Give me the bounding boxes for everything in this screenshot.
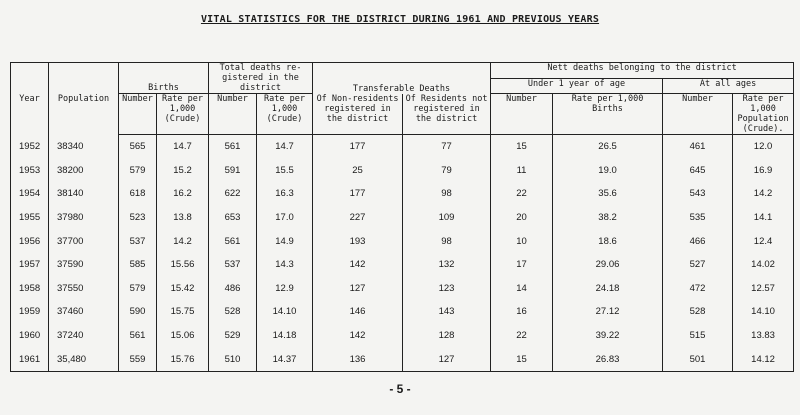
table-row <box>11 135 794 159</box>
cell-births-number: 579 <box>119 159 157 183</box>
cell-allages-rate: 14.12 <box>733 347 794 371</box>
cell-transferable-res: 128 <box>403 324 491 348</box>
cell-allages-rate: 13.83 <box>733 324 794 348</box>
cell-allages-rate: 12.0 <box>733 135 794 159</box>
cell-year: 1957 <box>11 253 49 277</box>
header-year: Year <box>11 63 49 135</box>
cell-year: 1956 <box>11 229 49 253</box>
cell-under1-number: 22 <box>491 182 553 206</box>
cell-under1-rate: 35.6 <box>553 182 663 206</box>
cell-under1-rate: 39.22 <box>553 324 663 348</box>
header-births-rate: Rate per 1,000 (Crude) <box>157 94 209 135</box>
cell-population: 37550 <box>49 277 119 301</box>
table-body <box>11 135 794 372</box>
cell-allages-rate: 14.02 <box>733 253 794 277</box>
cell-births-number: 561 <box>119 324 157 348</box>
cell-births-rate: 15.76 <box>157 347 209 371</box>
cell-deaths-number: 528 <box>209 300 257 324</box>
cell-allages-rate: 14.1 <box>733 206 794 230</box>
cell-year: 1955 <box>11 206 49 230</box>
cell-births-rate: 15.56 <box>157 253 209 277</box>
cell-population: 37590 <box>49 253 119 277</box>
cell-births-number: 590 <box>119 300 157 324</box>
cell-births-number: 579 <box>119 277 157 301</box>
cell-allages-number: 515 <box>663 324 733 348</box>
header-deaths-rate: Rate per 1,000 (Crude) <box>257 94 313 135</box>
cell-births-number: 559 <box>119 347 157 371</box>
cell-allages-rate: 12.57 <box>733 277 794 301</box>
cell-deaths-rate: 14.18 <box>257 324 313 348</box>
cell-deaths-rate: 14.37 <box>257 347 313 371</box>
header-births: Births <box>119 63 209 94</box>
cell-births-rate: 15.42 <box>157 277 209 301</box>
table-row <box>11 182 794 206</box>
cell-allages-number: 528 <box>663 300 733 324</box>
cell-births-number: 523 <box>119 206 157 230</box>
cell-under1-number: 16 <box>491 300 553 324</box>
cell-deaths-rate: 15.5 <box>257 159 313 183</box>
cell-births-rate: 13.8 <box>157 206 209 230</box>
table-row <box>11 229 794 253</box>
cell-under1-number: 15 <box>491 347 553 371</box>
cell-transferable-nonres: 227 <box>313 206 403 230</box>
cell-allages-number: 535 <box>663 206 733 230</box>
cell-population: 35,480 <box>49 347 119 371</box>
cell-births-rate: 15.06 <box>157 324 209 348</box>
header-population: Population <box>49 63 119 135</box>
cell-allages-number: 472 <box>663 277 733 301</box>
cell-deaths-number: 510 <box>209 347 257 371</box>
cell-deaths-rate: 14.10 <box>257 300 313 324</box>
cell-under1-number: 20 <box>491 206 553 230</box>
cell-under1-number: 14 <box>491 277 553 301</box>
cell-under1-number: 17 <box>491 253 553 277</box>
cell-population: 38340 <box>49 135 119 159</box>
header-transferable: Transferable Deaths <box>313 63 491 94</box>
cell-transferable-res: 132 <box>403 253 491 277</box>
cell-transferable-res: 98 <box>403 182 491 206</box>
cell-births-number: 565 <box>119 135 157 159</box>
cell-under1-rate: 26.5 <box>553 135 663 159</box>
cell-under1-number: 22 <box>491 324 553 348</box>
cell-allages-number: 527 <box>663 253 733 277</box>
page-number: - 5 - <box>389 382 411 396</box>
cell-year: 1954 <box>11 182 49 206</box>
header-under1: Under 1 year of age <box>491 78 663 94</box>
cell-population: 38200 <box>49 159 119 183</box>
cell-transferable-nonres: 127 <box>313 277 403 301</box>
cell-allages-number: 645 <box>663 159 733 183</box>
cell-allages-rate: 14.2 <box>733 182 794 206</box>
header-under1-number: Number <box>491 94 553 135</box>
cell-allages-rate: 16.9 <box>733 159 794 183</box>
cell-transferable-nonres: 177 <box>313 135 403 159</box>
cell-transferable-res: 79 <box>403 159 491 183</box>
cell-population: 38140 <box>49 182 119 206</box>
cell-year: 1958 <box>11 277 49 301</box>
cell-deaths-rate: 14.7 <box>257 135 313 159</box>
cell-under1-rate: 27.12 <box>553 300 663 324</box>
cell-deaths-number: 653 <box>209 206 257 230</box>
cell-transferable-res: 123 <box>403 277 491 301</box>
header-transferable-res: Of Residents not registered in the district <box>403 94 491 135</box>
cell-allages-number: 501 <box>663 347 733 371</box>
cell-deaths-number: 486 <box>209 277 257 301</box>
cell-deaths-rate: 14.3 <box>257 253 313 277</box>
cell-allages-number: 461 <box>663 135 733 159</box>
cell-births-rate: 14.7 <box>157 135 209 159</box>
cell-allages-number: 466 <box>663 229 733 253</box>
header-nett-deaths: Nett deaths belonging to the district <box>491 63 794 79</box>
cell-year: 1960 <box>11 324 49 348</box>
cell-deaths-rate: 17.0 <box>257 206 313 230</box>
cell-deaths-rate: 16.3 <box>257 182 313 206</box>
cell-births-rate: 15.75 <box>157 300 209 324</box>
table-row <box>11 324 794 348</box>
header-under1-rate: Rate per 1,000 Births <box>553 94 663 135</box>
table-row <box>11 206 794 230</box>
header-deaths-registered: Total deaths re-gistered in the district <box>209 63 313 94</box>
cell-births-number: 618 <box>119 182 157 206</box>
table-row <box>11 347 794 371</box>
cell-transferable-nonres: 193 <box>313 229 403 253</box>
cell-under1-number: 11 <box>491 159 553 183</box>
cell-allages-rate: 12.4 <box>733 229 794 253</box>
header-all-ages: At all ages <box>663 78 794 94</box>
cell-year: 1952 <box>11 135 49 159</box>
vital-statistics-table <box>10 62 794 372</box>
cell-allages-rate: 14.10 <box>733 300 794 324</box>
cell-population: 37700 <box>49 229 119 253</box>
header-births-number: Number <box>119 94 157 135</box>
header-allages-number: Number <box>663 94 733 135</box>
cell-transferable-nonres: 25 <box>313 159 403 183</box>
table-row <box>11 253 794 277</box>
cell-under1-rate: 24.18 <box>553 277 663 301</box>
cell-births-number: 585 <box>119 253 157 277</box>
cell-population: 37240 <box>49 324 119 348</box>
cell-transferable-nonres: 146 <box>313 300 403 324</box>
cell-deaths-number: 529 <box>209 324 257 348</box>
cell-transferable-res: 98 <box>403 229 491 253</box>
cell-births-rate: 15.2 <box>157 159 209 183</box>
table-row <box>11 277 794 301</box>
header-deaths-number: Number <box>209 94 257 135</box>
cell-births-rate: 14.2 <box>157 229 209 253</box>
cell-year: 1961 <box>11 347 49 371</box>
cell-transferable-res: 109 <box>403 206 491 230</box>
cell-year: 1953 <box>11 159 49 183</box>
cell-allages-number: 543 <box>663 182 733 206</box>
cell-transferable-nonres: 136 <box>313 347 403 371</box>
cell-year: 1959 <box>11 300 49 324</box>
cell-transferable-res: 127 <box>403 347 491 371</box>
cell-deaths-number: 591 <box>209 159 257 183</box>
cell-under1-rate: 29.06 <box>553 253 663 277</box>
header-allages-rate: Rate per 1,000 Population (Crude). <box>733 94 794 135</box>
cell-transferable-nonres: 177 <box>313 182 403 206</box>
page-title: VITAL STATISTICS FOR THE DISTRICT DURING 1961 AND PREVIOUS YEARS <box>200 14 600 25</box>
cell-births-number: 537 <box>119 229 157 253</box>
table-row <box>11 300 794 324</box>
cell-transferable-nonres: 142 <box>313 253 403 277</box>
cell-under1-rate: 38.2 <box>553 206 663 230</box>
cell-deaths-number: 561 <box>209 229 257 253</box>
cell-births-rate: 16.2 <box>157 182 209 206</box>
cell-under1-rate: 26.83 <box>553 347 663 371</box>
cell-deaths-rate: 12.9 <box>257 277 313 301</box>
cell-deaths-number: 622 <box>209 182 257 206</box>
cell-transferable-res: 77 <box>403 135 491 159</box>
cell-transferable-nonres: 142 <box>313 324 403 348</box>
cell-deaths-number: 537 <box>209 253 257 277</box>
header-transferable-nonres: Of Non-residents registered in the district <box>313 94 403 135</box>
table-row <box>11 159 794 183</box>
cell-under1-number: 10 <box>491 229 553 253</box>
cell-deaths-number: 561 <box>209 135 257 159</box>
cell-under1-rate: 19.0 <box>553 159 663 183</box>
cell-population: 37460 <box>49 300 119 324</box>
cell-transferable-res: 143 <box>403 300 491 324</box>
cell-under1-rate: 18.6 <box>553 229 663 253</box>
cell-population: 37980 <box>49 206 119 230</box>
cell-under1-number: 15 <box>491 135 553 159</box>
cell-deaths-rate: 14.9 <box>257 229 313 253</box>
